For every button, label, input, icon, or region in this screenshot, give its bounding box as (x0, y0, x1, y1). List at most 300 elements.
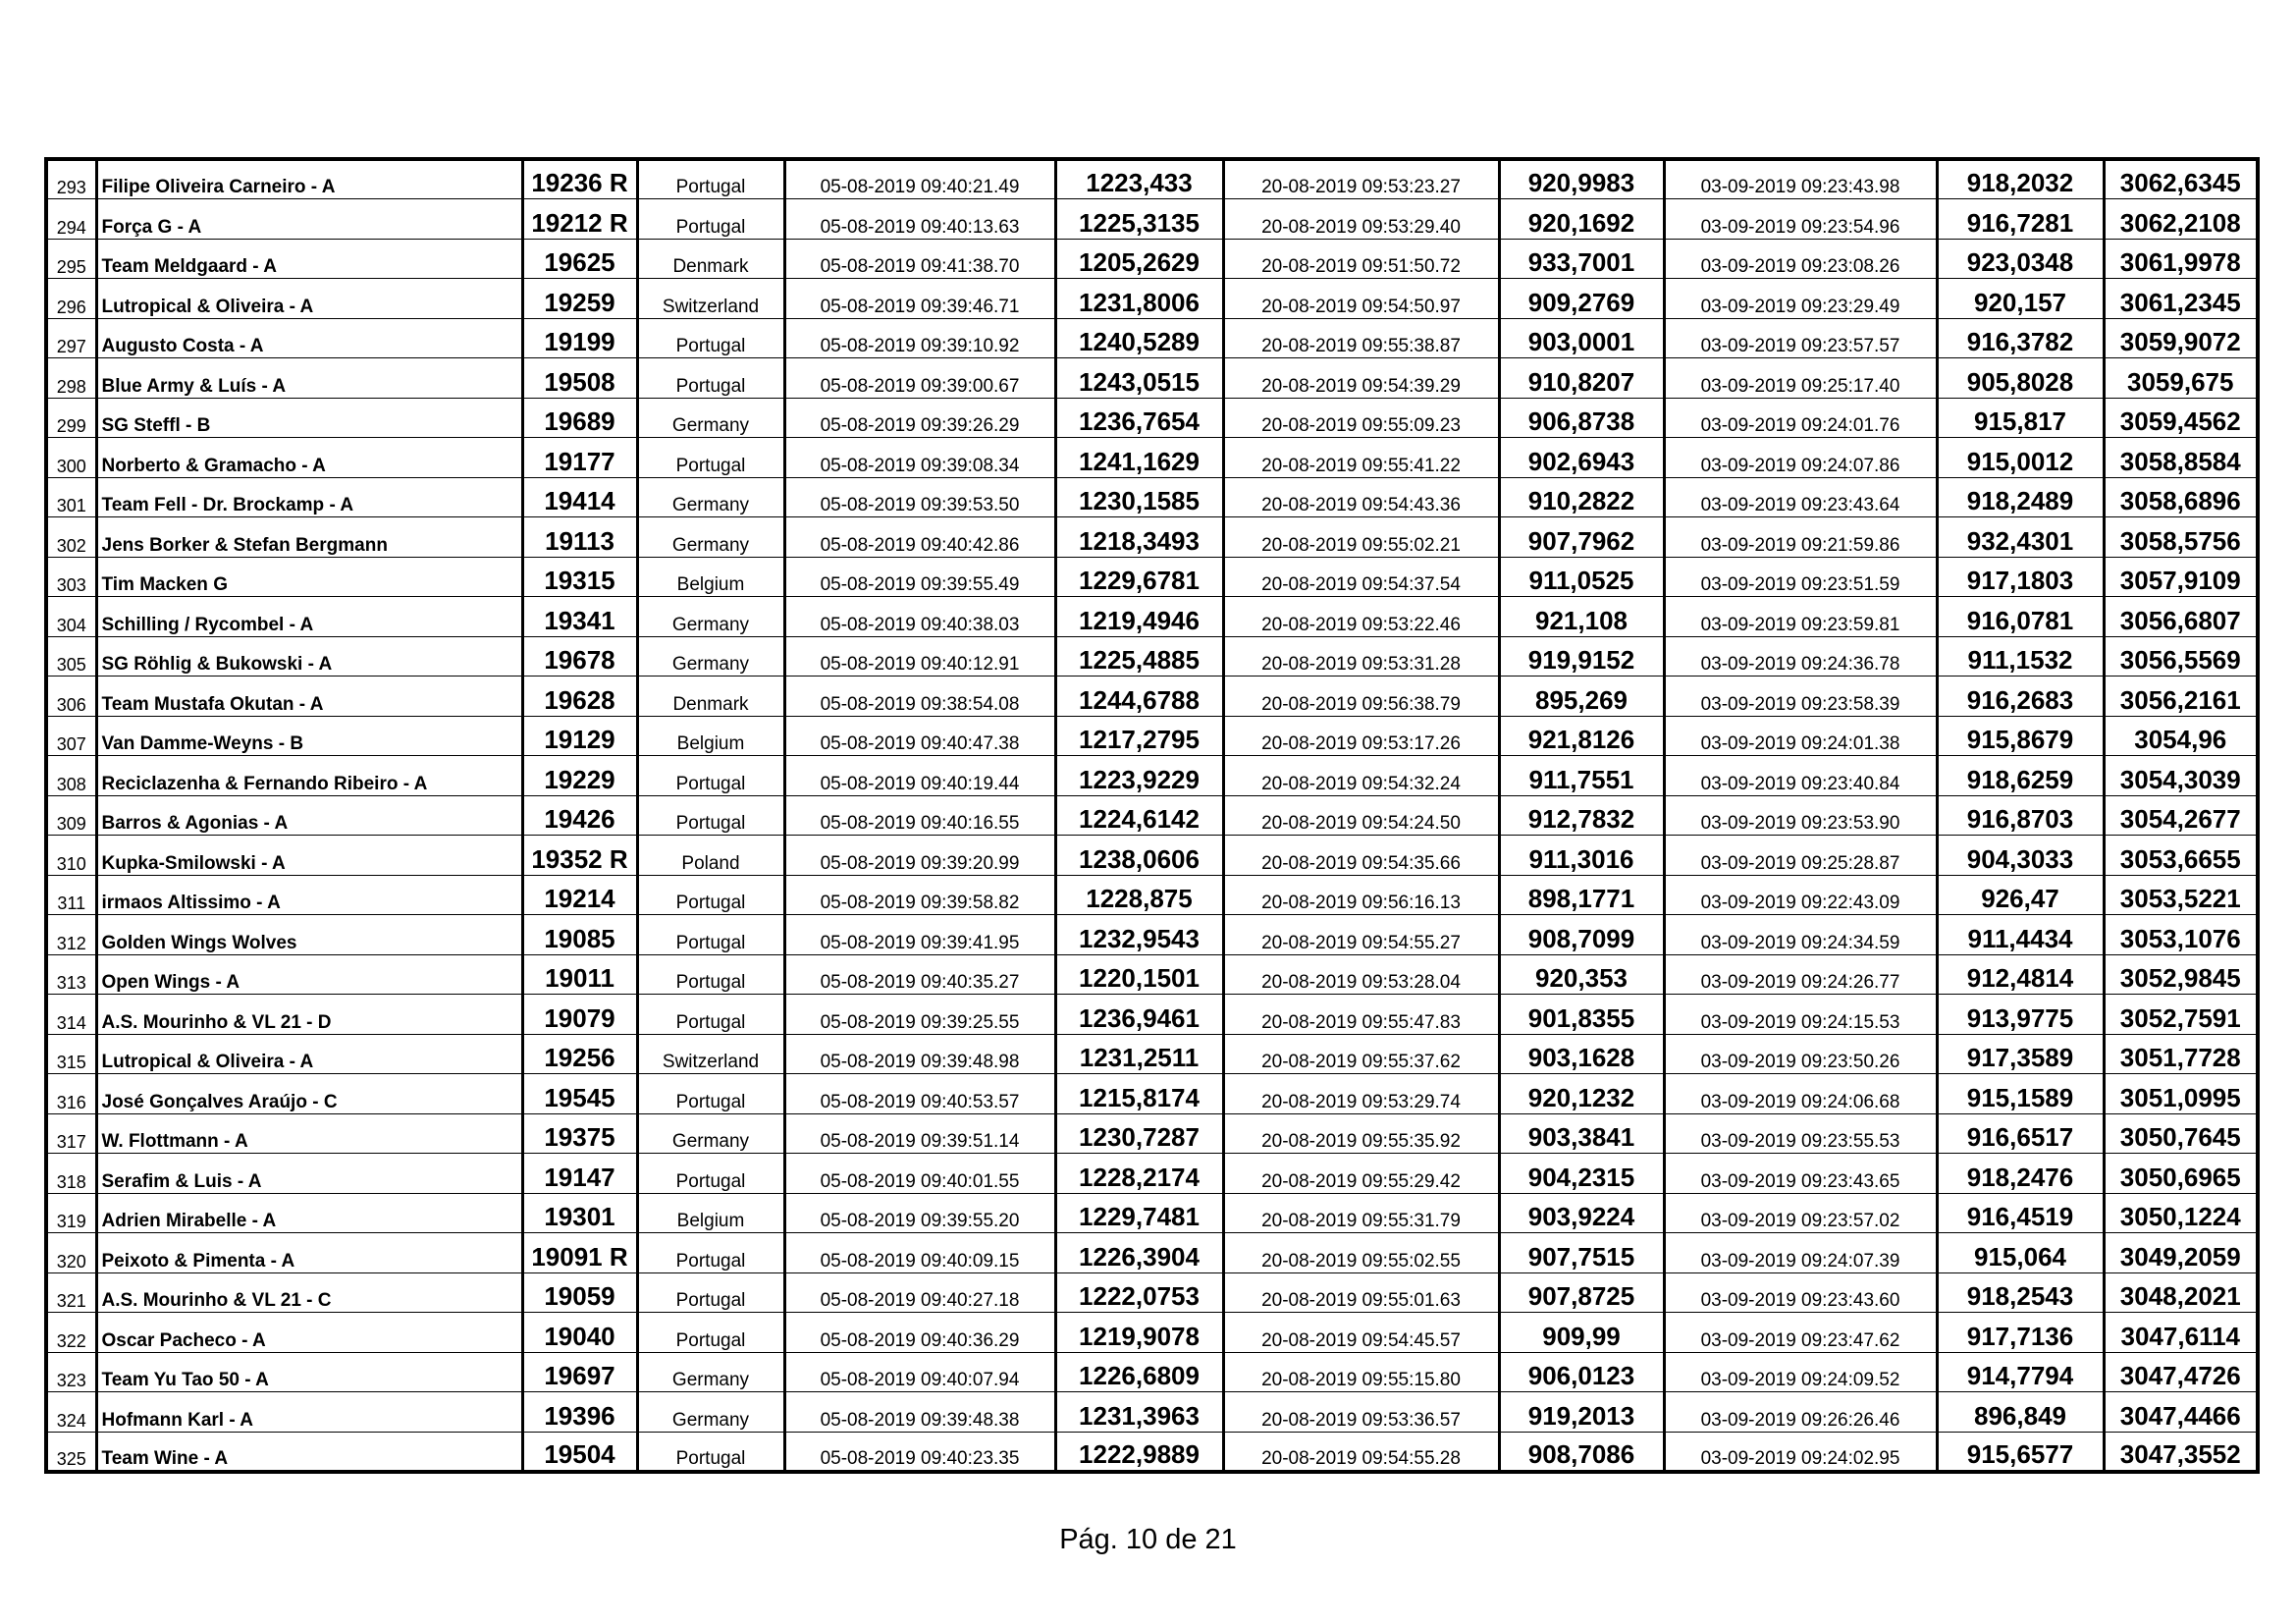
position-cell: 294 (46, 199, 96, 240)
race2-time-cell: 20-08-2019 09:54:43.36 (1223, 477, 1499, 517)
race2-velocity-cell: 903,0001 (1499, 318, 1664, 358)
race3-velocity-cell: 911,1532 (1937, 636, 2104, 677)
race1-velocity-cell: 1228,875 (1055, 875, 1223, 915)
race1-velocity-cell: 1219,4946 (1055, 597, 1223, 637)
race1-time-cell: 05-08-2019 09:39:20.99 (784, 836, 1055, 876)
team-name-cell: José Gonçalves Araújo - C (96, 1074, 522, 1114)
ring-number-cell: 19504 (522, 1432, 637, 1472)
race2-velocity-cell: 911,3016 (1499, 836, 1664, 876)
race2-velocity-cell: 920,1692 (1499, 199, 1664, 240)
race2-time-cell: 20-08-2019 09:54:55.27 (1223, 915, 1499, 955)
race3-time-cell: 03-09-2019 09:23:43.98 (1664, 159, 1937, 199)
race2-time-cell: 20-08-2019 09:53:28.04 (1223, 954, 1499, 995)
race1-time-cell: 05-08-2019 09:39:48.98 (784, 1034, 1055, 1074)
total-cell: 3062,6345 (2104, 159, 2258, 199)
country-cell: Poland (637, 836, 784, 876)
race1-time-cell: 05-08-2019 09:40:01.55 (784, 1154, 1055, 1194)
race1-velocity-cell: 1240,5289 (1055, 318, 1223, 358)
country-cell: Switzerland (637, 279, 784, 319)
race1-time-cell: 05-08-2019 09:39:48.38 (784, 1392, 1055, 1433)
race3-velocity-cell: 905,8028 (1937, 358, 2104, 399)
total-cell: 3053,6655 (2104, 836, 2258, 876)
race1-time-cell: 05-08-2019 09:40:38.03 (784, 597, 1055, 637)
race1-time-cell: 05-08-2019 09:39:08.34 (784, 438, 1055, 478)
race2-velocity-cell: 911,0525 (1499, 557, 1664, 597)
race3-velocity-cell: 915,817 (1937, 398, 2104, 438)
country-cell: Belgium (637, 716, 784, 756)
race1-velocity-cell: 1243,0515 (1055, 358, 1223, 399)
race3-time-cell: 03-09-2019 09:24:07.86 (1664, 438, 1937, 478)
race3-velocity-cell: 916,7281 (1937, 199, 2104, 240)
position-cell: 303 (46, 557, 96, 597)
race2-velocity-cell: 919,2013 (1499, 1392, 1664, 1433)
race3-velocity-cell: 917,7136 (1937, 1313, 2104, 1353)
race1-time-cell: 05-08-2019 09:41:38.70 (784, 239, 1055, 279)
race2-velocity-cell: 921,108 (1499, 597, 1664, 637)
ring-number-cell: 19085 (522, 915, 637, 955)
table-row (46, 239, 2258, 279)
team-name-cell: Filipe Oliveira Carneiro - A (96, 159, 522, 199)
team-name-cell: Lutropical & Oliveira - A (96, 1034, 522, 1074)
race2-velocity-cell: 908,7086 (1499, 1432, 1664, 1472)
position-cell: 315 (46, 1034, 96, 1074)
position-cell: 310 (46, 836, 96, 876)
total-cell: 3061,2345 (2104, 279, 2258, 319)
race3-time-cell: 03-09-2019 09:24:15.53 (1664, 995, 1937, 1035)
country-cell: Portugal (637, 159, 784, 199)
race3-time-cell: 03-09-2019 09:23:54.96 (1664, 199, 1937, 240)
table-row (46, 1113, 2258, 1154)
team-name-cell: Hofmann Karl - A (96, 1392, 522, 1433)
country-cell: Portugal (637, 954, 784, 995)
total-cell: 3056,5569 (2104, 636, 2258, 677)
race1-velocity-cell: 1231,3963 (1055, 1392, 1223, 1433)
team-name-cell: SG Röhlig & Bukowski - A (96, 636, 522, 677)
country-cell: Belgium (637, 557, 784, 597)
race2-velocity-cell: 920,353 (1499, 954, 1664, 995)
table-row (46, 915, 2258, 955)
ring-number-cell: 19375 (522, 1113, 637, 1154)
country-cell: Denmark (637, 239, 784, 279)
race1-velocity-cell: 1225,4885 (1055, 636, 1223, 677)
position-cell: 317 (46, 1113, 96, 1154)
race3-time-cell: 03-09-2019 09:21:59.86 (1664, 517, 1937, 558)
race1-time-cell: 05-08-2019 09:39:00.67 (784, 358, 1055, 399)
table-row (46, 1154, 2258, 1194)
position-cell: 296 (46, 279, 96, 319)
race2-velocity-cell: 906,8738 (1499, 398, 1664, 438)
race2-velocity-cell: 907,7515 (1499, 1233, 1664, 1273)
team-name-cell: A.S. Mourinho & VL 21 - D (96, 995, 522, 1035)
race1-velocity-cell: 1224,6142 (1055, 795, 1223, 836)
position-cell: 312 (46, 915, 96, 955)
race2-velocity-cell: 933,7001 (1499, 239, 1664, 279)
race1-time-cell: 05-08-2019 09:40:19.44 (784, 756, 1055, 796)
position-cell: 321 (46, 1272, 96, 1313)
ring-number-cell: 19426 (522, 795, 637, 836)
table-row (46, 1352, 2258, 1392)
race2-time-cell: 20-08-2019 09:55:09.23 (1223, 398, 1499, 438)
race1-velocity-cell: 1241,1629 (1055, 438, 1223, 478)
country-cell: Portugal (637, 438, 784, 478)
total-cell: 3057,9109 (2104, 557, 2258, 597)
race3-time-cell: 03-09-2019 09:24:07.39 (1664, 1233, 1937, 1273)
race3-time-cell: 03-09-2019 09:23:43.65 (1664, 1154, 1937, 1194)
race2-time-cell: 20-08-2019 09:54:39.29 (1223, 358, 1499, 399)
ring-number-cell: 19315 (522, 557, 637, 597)
total-cell: 3059,9072 (2104, 318, 2258, 358)
race2-time-cell: 20-08-2019 09:55:31.79 (1223, 1193, 1499, 1233)
race1-time-cell: 05-08-2019 09:39:53.50 (784, 477, 1055, 517)
table-row (46, 716, 2258, 756)
race1-time-cell: 05-08-2019 09:40:47.38 (784, 716, 1055, 756)
race3-time-cell: 03-09-2019 09:24:36.78 (1664, 636, 1937, 677)
ring-number-cell: 19697 (522, 1352, 637, 1392)
race1-time-cell: 05-08-2019 09:40:12.91 (784, 636, 1055, 677)
race2-time-cell: 20-08-2019 09:55:01.63 (1223, 1272, 1499, 1313)
position-cell: 314 (46, 995, 96, 1035)
total-cell: 3052,7591 (2104, 995, 2258, 1035)
race1-time-cell: 05-08-2019 09:40:16.55 (784, 795, 1055, 836)
country-cell: Belgium (637, 1193, 784, 1233)
team-name-cell: irmaos Altissimo - A (96, 875, 522, 915)
country-cell: Portugal (637, 1313, 784, 1353)
race1-velocity-cell: 1220,1501 (1055, 954, 1223, 995)
race2-velocity-cell: 910,2822 (1499, 477, 1664, 517)
table-row (46, 597, 2258, 637)
race3-velocity-cell: 904,3033 (1937, 836, 2104, 876)
total-cell: 3061,9978 (2104, 239, 2258, 279)
ring-number-cell: 19040 (522, 1313, 637, 1353)
race3-velocity-cell: 916,6517 (1937, 1113, 2104, 1154)
race1-time-cell: 05-08-2019 09:40:21.49 (784, 159, 1055, 199)
table-row (46, 1432, 2258, 1472)
team-name-cell: Golden Wings Wolves (96, 915, 522, 955)
race1-velocity-cell: 1244,6788 (1055, 677, 1223, 717)
race2-time-cell: 20-08-2019 09:56:38.79 (1223, 677, 1499, 717)
race3-velocity-cell: 915,8679 (1937, 716, 2104, 756)
race2-time-cell: 20-08-2019 09:53:17.26 (1223, 716, 1499, 756)
country-cell: Germany (637, 398, 784, 438)
race2-time-cell: 20-08-2019 09:55:02.55 (1223, 1233, 1499, 1273)
team-name-cell: Reciclazenha & Fernando Ribeiro - A (96, 756, 522, 796)
race2-velocity-cell: 909,99 (1499, 1313, 1664, 1353)
race3-velocity-cell: 915,6577 (1937, 1432, 2104, 1472)
team-name-cell: Tim Macken G (96, 557, 522, 597)
position-cell: 324 (46, 1392, 96, 1433)
race1-velocity-cell: 1226,6809 (1055, 1352, 1223, 1392)
race1-velocity-cell: 1229,6781 (1055, 557, 1223, 597)
table-row (46, 199, 2258, 240)
team-name-cell: Team Fell - Dr. Brockamp - A (96, 477, 522, 517)
race3-time-cell: 03-09-2019 09:23:55.53 (1664, 1113, 1937, 1154)
team-name-cell: Open Wings - A (96, 954, 522, 995)
race3-velocity-cell: 916,2683 (1937, 677, 2104, 717)
race2-time-cell: 20-08-2019 09:55:02.21 (1223, 517, 1499, 558)
race2-velocity-cell: 903,9224 (1499, 1193, 1664, 1233)
total-cell: 3054,96 (2104, 716, 2258, 756)
ring-number-cell: 19236 R (522, 159, 637, 199)
ring-number-cell: 19147 (522, 1154, 637, 1194)
race2-velocity-cell: 902,6943 (1499, 438, 1664, 478)
table-row (46, 954, 2258, 995)
country-cell: Portugal (637, 1272, 784, 1313)
race3-velocity-cell: 918,2489 (1937, 477, 2104, 517)
race3-velocity-cell: 918,2476 (1937, 1154, 2104, 1194)
race2-time-cell: 20-08-2019 09:53:31.28 (1223, 636, 1499, 677)
race1-velocity-cell: 1223,433 (1055, 159, 1223, 199)
team-name-cell: Team Meldgaard - A (96, 239, 522, 279)
position-cell: 311 (46, 875, 96, 915)
race2-time-cell: 20-08-2019 09:54:24.50 (1223, 795, 1499, 836)
race3-velocity-cell: 926,47 (1937, 875, 2104, 915)
table-row (46, 875, 2258, 915)
race2-time-cell: 20-08-2019 09:53:23.27 (1223, 159, 1499, 199)
table-row (46, 279, 2258, 319)
team-name-cell: A.S. Mourinho & VL 21 - C (96, 1272, 522, 1313)
team-name-cell: Força G - A (96, 199, 522, 240)
table-row (46, 995, 2258, 1035)
total-cell: 3062,2108 (2104, 199, 2258, 240)
country-cell: Germany (637, 1352, 784, 1392)
ring-number-cell: 19689 (522, 398, 637, 438)
race3-time-cell: 03-09-2019 09:22:43.09 (1664, 875, 1937, 915)
race2-time-cell: 20-08-2019 09:54:37.54 (1223, 557, 1499, 597)
table-row (46, 477, 2258, 517)
ring-number-cell: 19341 (522, 597, 637, 637)
country-cell: Germany (637, 636, 784, 677)
team-name-cell: Van Damme-Weyns - B (96, 716, 522, 756)
ring-number-cell: 19212 R (522, 199, 637, 240)
ring-number-cell: 19259 (522, 279, 637, 319)
race3-velocity-cell: 916,3782 (1937, 318, 2104, 358)
race2-time-cell: 20-08-2019 09:51:50.72 (1223, 239, 1499, 279)
position-cell: 300 (46, 438, 96, 478)
race2-time-cell: 20-08-2019 09:54:35.66 (1223, 836, 1499, 876)
position-cell: 293 (46, 159, 96, 199)
race1-velocity-cell: 1218,3493 (1055, 517, 1223, 558)
race3-time-cell: 03-09-2019 09:23:57.02 (1664, 1193, 1937, 1233)
race3-time-cell: 03-09-2019 09:25:28.87 (1664, 836, 1937, 876)
total-cell: 3054,3039 (2104, 756, 2258, 796)
race3-time-cell: 03-09-2019 09:23:50.26 (1664, 1034, 1937, 1074)
ring-number-cell: 19177 (522, 438, 637, 478)
race1-time-cell: 05-08-2019 09:39:41.95 (784, 915, 1055, 955)
position-cell: 325 (46, 1432, 96, 1472)
race2-velocity-cell: 920,9983 (1499, 159, 1664, 199)
team-name-cell: Team Wine - A (96, 1432, 522, 1472)
race3-velocity-cell: 917,3589 (1937, 1034, 2104, 1074)
race3-velocity-cell: 916,0781 (1937, 597, 2104, 637)
ring-number-cell: 19091 R (522, 1233, 637, 1273)
ring-number-cell: 19545 (522, 1074, 637, 1114)
ring-number-cell: 19678 (522, 636, 637, 677)
total-cell: 3056,2161 (2104, 677, 2258, 717)
race1-time-cell: 05-08-2019 09:39:51.14 (784, 1113, 1055, 1154)
country-cell: Portugal (637, 318, 784, 358)
position-cell: 306 (46, 677, 96, 717)
race2-time-cell: 20-08-2019 09:53:29.74 (1223, 1074, 1499, 1114)
table-row (46, 159, 2258, 199)
position-cell: 304 (46, 597, 96, 637)
race3-time-cell: 03-09-2019 09:23:59.81 (1664, 597, 1937, 637)
team-name-cell: Lutropical & Oliveira - A (96, 279, 522, 319)
race3-velocity-cell: 915,064 (1937, 1233, 2104, 1273)
country-cell: Portugal (637, 795, 784, 836)
position-cell: 323 (46, 1352, 96, 1392)
position-cell: 302 (46, 517, 96, 558)
ring-number-cell: 19352 R (522, 836, 637, 876)
race3-velocity-cell: 932,4301 (1937, 517, 2104, 558)
ring-number-cell: 19301 (522, 1193, 637, 1233)
team-name-cell: Blue Army & Luís - A (96, 358, 522, 399)
race2-time-cell: 20-08-2019 09:55:38.87 (1223, 318, 1499, 358)
race1-velocity-cell: 1231,8006 (1055, 279, 1223, 319)
race1-velocity-cell: 1215,8174 (1055, 1074, 1223, 1114)
total-cell: 3059,675 (2104, 358, 2258, 399)
race2-time-cell: 20-08-2019 09:55:37.62 (1223, 1034, 1499, 1074)
total-cell: 3056,6807 (2104, 597, 2258, 637)
total-cell: 3058,5756 (2104, 517, 2258, 558)
race1-velocity-cell: 1238,0606 (1055, 836, 1223, 876)
team-name-cell: Augusto Costa - A (96, 318, 522, 358)
race1-velocity-cell: 1205,2629 (1055, 239, 1223, 279)
race2-time-cell: 20-08-2019 09:55:15.80 (1223, 1352, 1499, 1392)
position-cell: 322 (46, 1313, 96, 1353)
race3-time-cell: 03-09-2019 09:24:26.77 (1664, 954, 1937, 995)
country-cell: Portugal (637, 915, 784, 955)
total-cell: 3047,6114 (2104, 1313, 2258, 1353)
race1-velocity-cell: 1226,3904 (1055, 1233, 1223, 1273)
team-name-cell: Peixoto & Pimenta - A (96, 1233, 522, 1273)
table-row (46, 398, 2258, 438)
ring-number-cell: 19396 (522, 1392, 637, 1433)
ring-number-cell: 19059 (522, 1272, 637, 1313)
race1-time-cell: 05-08-2019 09:39:46.71 (784, 279, 1055, 319)
race2-velocity-cell: 912,7832 (1499, 795, 1664, 836)
race1-time-cell: 05-08-2019 09:39:26.29 (784, 398, 1055, 438)
table-row (46, 1193, 2258, 1233)
race2-time-cell: 20-08-2019 09:55:35.92 (1223, 1113, 1499, 1154)
race1-velocity-cell: 1219,9078 (1055, 1313, 1223, 1353)
total-cell: 3051,0995 (2104, 1074, 2258, 1114)
race3-time-cell: 03-09-2019 09:23:29.49 (1664, 279, 1937, 319)
race2-time-cell: 20-08-2019 09:53:22.46 (1223, 597, 1499, 637)
team-name-cell: Team Mustafa Okutan - A (96, 677, 522, 717)
race3-time-cell: 03-09-2019 09:23:47.62 (1664, 1313, 1937, 1353)
race2-time-cell: 20-08-2019 09:53:36.57 (1223, 1392, 1499, 1433)
race1-velocity-cell: 1231,2511 (1055, 1034, 1223, 1074)
ring-number-cell: 19508 (522, 358, 637, 399)
country-cell: Germany (637, 597, 784, 637)
team-name-cell: Norberto & Gramacho - A (96, 438, 522, 478)
total-cell: 3053,5221 (2104, 875, 2258, 915)
race3-velocity-cell: 912,4814 (1937, 954, 2104, 995)
race1-time-cell: 05-08-2019 09:40:53.57 (784, 1074, 1055, 1114)
race2-velocity-cell: 908,7099 (1499, 915, 1664, 955)
race1-velocity-cell: 1222,9889 (1055, 1432, 1223, 1472)
race3-velocity-cell: 918,6259 (1937, 756, 2104, 796)
ring-number-cell: 19011 (522, 954, 637, 995)
race3-time-cell: 03-09-2019 09:23:51.59 (1664, 557, 1937, 597)
total-cell: 3050,7645 (2104, 1113, 2258, 1154)
country-cell: Portugal (637, 875, 784, 915)
position-cell: 298 (46, 358, 96, 399)
race2-velocity-cell: 909,2769 (1499, 279, 1664, 319)
race3-velocity-cell: 915,1589 (1937, 1074, 2104, 1114)
position-cell: 305 (46, 636, 96, 677)
race3-velocity-cell: 913,9775 (1937, 995, 2104, 1035)
position-cell: 313 (46, 954, 96, 995)
total-cell: 3050,1224 (2104, 1193, 2258, 1233)
race3-velocity-cell: 923,0348 (1937, 239, 2104, 279)
race1-velocity-cell: 1236,7654 (1055, 398, 1223, 438)
race2-time-cell: 20-08-2019 09:53:29.40 (1223, 199, 1499, 240)
table-row (46, 358, 2258, 399)
position-cell: 308 (46, 756, 96, 796)
country-cell: Germany (637, 517, 784, 558)
table-row (46, 1034, 2258, 1074)
position-cell: 299 (46, 398, 96, 438)
race3-velocity-cell: 914,7794 (1937, 1352, 2104, 1392)
position-cell: 319 (46, 1193, 96, 1233)
ring-number-cell: 19079 (522, 995, 637, 1035)
race2-velocity-cell: 903,3841 (1499, 1113, 1664, 1154)
race1-time-cell: 05-08-2019 09:39:10.92 (784, 318, 1055, 358)
total-cell: 3050,6965 (2104, 1154, 2258, 1194)
race2-velocity-cell: 906,0123 (1499, 1352, 1664, 1392)
race3-velocity-cell: 917,1803 (1937, 557, 2104, 597)
race1-time-cell: 05-08-2019 09:40:23.35 (784, 1432, 1055, 1472)
team-name-cell: Adrien Mirabelle - A (96, 1193, 522, 1233)
total-cell: 3058,8584 (2104, 438, 2258, 478)
table-row (46, 1233, 2258, 1273)
results-body (46, 159, 2258, 1472)
race2-time-cell: 20-08-2019 09:55:41.22 (1223, 438, 1499, 478)
race1-velocity-cell: 1230,7287 (1055, 1113, 1223, 1154)
table-row (46, 1272, 2258, 1313)
team-name-cell: Team Yu Tao 50 - A (96, 1352, 522, 1392)
race3-time-cell: 03-09-2019 09:24:01.38 (1664, 716, 1937, 756)
race1-time-cell: 05-08-2019 09:40:36.29 (784, 1313, 1055, 1353)
country-cell: Portugal (637, 1233, 784, 1273)
table-row (46, 1313, 2258, 1353)
race3-velocity-cell: 911,4434 (1937, 915, 2104, 955)
position-cell: 320 (46, 1233, 96, 1273)
table-row (46, 318, 2258, 358)
race1-velocity-cell: 1222,0753 (1055, 1272, 1223, 1313)
table-row (46, 1074, 2258, 1114)
country-cell: Portugal (637, 199, 784, 240)
race3-time-cell: 03-09-2019 09:26:26.46 (1664, 1392, 1937, 1433)
race1-time-cell: 05-08-2019 09:40:07.94 (784, 1352, 1055, 1392)
country-cell: Portugal (637, 1432, 784, 1472)
team-name-cell: W. Flottmann - A (96, 1113, 522, 1154)
race2-velocity-cell: 920,1232 (1499, 1074, 1664, 1114)
results-table (44, 157, 2260, 1474)
race2-velocity-cell: 911,7551 (1499, 756, 1664, 796)
position-cell: 318 (46, 1154, 96, 1194)
ring-number-cell: 19229 (522, 756, 637, 796)
race1-velocity-cell: 1217,2795 (1055, 716, 1223, 756)
total-cell: 3059,4562 (2104, 398, 2258, 438)
race2-velocity-cell: 895,269 (1499, 677, 1664, 717)
race2-time-cell: 20-08-2019 09:55:29.42 (1223, 1154, 1499, 1194)
race2-velocity-cell: 901,8355 (1499, 995, 1664, 1035)
position-cell: 309 (46, 795, 96, 836)
ring-number-cell: 19199 (522, 318, 637, 358)
race3-time-cell: 03-09-2019 09:24:06.68 (1664, 1074, 1937, 1114)
